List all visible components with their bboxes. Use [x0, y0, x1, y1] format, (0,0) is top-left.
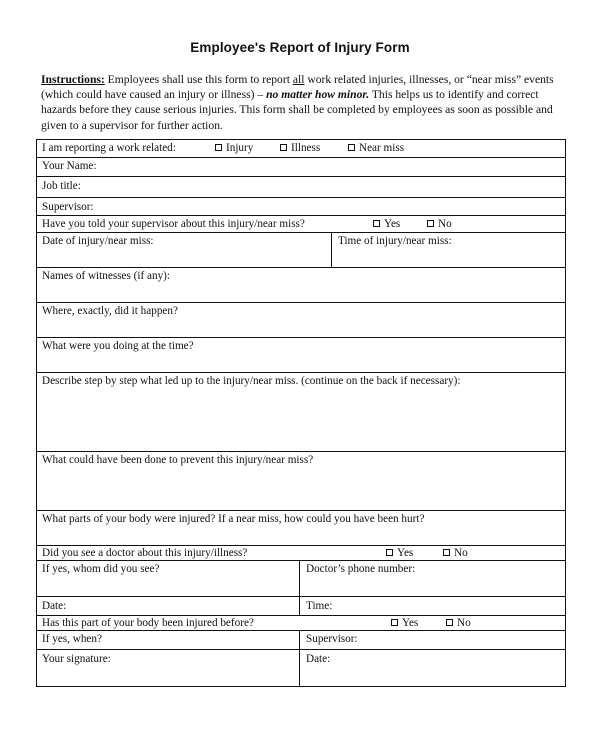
- signature-label: Your signature:: [42, 653, 111, 665]
- doctor-phone-label: Doctor’s phone number:: [306, 563, 416, 575]
- date2-cell[interactable]: [299, 650, 565, 686]
- told-yes-checkbox[interactable]: [373, 220, 380, 227]
- option-near-miss[interactable]: Near miss: [348, 142, 404, 155]
- row-whom-doctor: [37, 561, 565, 597]
- row-signature: [37, 650, 565, 686]
- instructions-text-1: Employees shall use this form to report: [104, 73, 293, 86]
- instructions-paragraph: [41, 72, 561, 133]
- time-cell[interactable]: [299, 597, 565, 615]
- time-injury-label: Time of injury/near miss:: [338, 235, 452, 247]
- injured-before-label: Has this part of your body been injured before?: [42, 617, 254, 629]
- date-injury-label: Date of injury/near miss:: [42, 235, 154, 247]
- name-label: Your Name:: [42, 160, 97, 172]
- told-no-option[interactable]: No: [427, 218, 452, 231]
- time-injury-cell[interactable]: [331, 233, 565, 267]
- doctor-phone-cell[interactable]: [299, 561, 565, 596]
- option-illness[interactable]: Illness: [280, 142, 320, 155]
- doctor-no-checkbox[interactable]: [443, 549, 450, 556]
- injury-checkbox[interactable]: [215, 144, 222, 151]
- doctor-no-option[interactable]: No: [443, 547, 468, 560]
- told-supervisor-label: Have you told your supervisor about this injury/near miss?: [42, 218, 305, 230]
- row-prevent[interactable]: [37, 452, 565, 511]
- row-job-title[interactable]: [37, 177, 565, 198]
- job-title-label: Job title:: [42, 180, 81, 192]
- whom-cell[interactable]: [37, 561, 299, 596]
- before-no-checkbox[interactable]: [446, 619, 453, 626]
- told-yes-option[interactable]: Yes: [373, 218, 400, 231]
- form-title: Employee's Report of Injury Form: [190, 40, 410, 55]
- instructions-all: all: [292, 73, 305, 86]
- doctor-yes-checkbox[interactable]: [386, 549, 393, 556]
- witnesses-label: Names of witnesses (if any):: [42, 270, 171, 282]
- instructions-label: Instructions:: [41, 73, 105, 86]
- whom-label: If yes, whom did you see?: [42, 563, 160, 575]
- illness-checkbox[interactable]: [280, 144, 287, 151]
- before-yes-checkbox[interactable]: [391, 619, 398, 626]
- row-supervisor[interactable]: [37, 198, 565, 216]
- row-date-time: [37, 597, 565, 616]
- row-injured-before: [37, 616, 565, 631]
- time-label: Time:: [306, 600, 333, 612]
- option-injury[interactable]: Injury: [215, 142, 253, 155]
- supervisor2-label: Supervisor:: [306, 633, 358, 645]
- near-miss-checkbox[interactable]: [348, 144, 355, 151]
- see-doctor-label: Did you see a doctor about this injury/illness?: [42, 547, 248, 559]
- when-label: If yes, when?: [42, 633, 102, 645]
- row-body-parts[interactable]: [37, 511, 565, 546]
- describe-label: Describe step by step what led up to the injury/near miss. (continue on the back if necessary):: [42, 375, 461, 387]
- row-reporting: [37, 140, 565, 158]
- instructions-text-2: work related injuries, illnesses, or “near miss” events (which could have caused an injury or illness) –: [41, 73, 554, 102]
- supervisor-label: Supervisor:: [42, 201, 94, 213]
- date-injury-cell[interactable]: [37, 233, 331, 267]
- date2-label: Date:: [306, 653, 331, 665]
- row-describe[interactable]: [37, 373, 565, 452]
- row-date-time-injury: [37, 233, 565, 268]
- signature-cell[interactable]: [37, 650, 299, 686]
- date-label: Date:: [42, 600, 67, 612]
- reporting-label: I am reporting a work related:: [42, 142, 176, 154]
- row-when-supervisor: [37, 631, 565, 650]
- before-no-option[interactable]: No: [446, 617, 471, 630]
- row-see-doctor: [37, 546, 565, 561]
- row-name[interactable]: [37, 158, 565, 177]
- told-no-checkbox[interactable]: [427, 220, 434, 227]
- supervisor2-cell[interactable]: [299, 631, 565, 649]
- row-what-doing[interactable]: [37, 338, 565, 373]
- row-where[interactable]: [37, 303, 565, 338]
- where-label: Where, exactly, did it happen?: [42, 305, 178, 317]
- doctor-yes-option[interactable]: Yes: [386, 547, 413, 560]
- prevent-label: What could have been done to prevent this injury/near miss?: [42, 454, 314, 466]
- before-yes-option[interactable]: Yes: [391, 617, 418, 630]
- what-doing-label: What were you doing at the time?: [42, 340, 194, 352]
- row-told-supervisor: [37, 216, 565, 233]
- body-parts-label: What parts of your body were injured? If a near miss, how could you have been hurt?: [42, 513, 425, 525]
- instructions-text-3: This helps us to identify and correct hazards before they cause serious injuries. This form shall be completed by employees as soon as possible and given to a supervisor for further action.: [41, 88, 553, 132]
- date-cell[interactable]: [37, 597, 299, 615]
- instructions-emphasis: no matter how minor.: [266, 88, 370, 102]
- injury-form-table: [36, 139, 566, 687]
- when-cell[interactable]: [37, 631, 299, 649]
- row-witnesses[interactable]: [37, 268, 565, 303]
